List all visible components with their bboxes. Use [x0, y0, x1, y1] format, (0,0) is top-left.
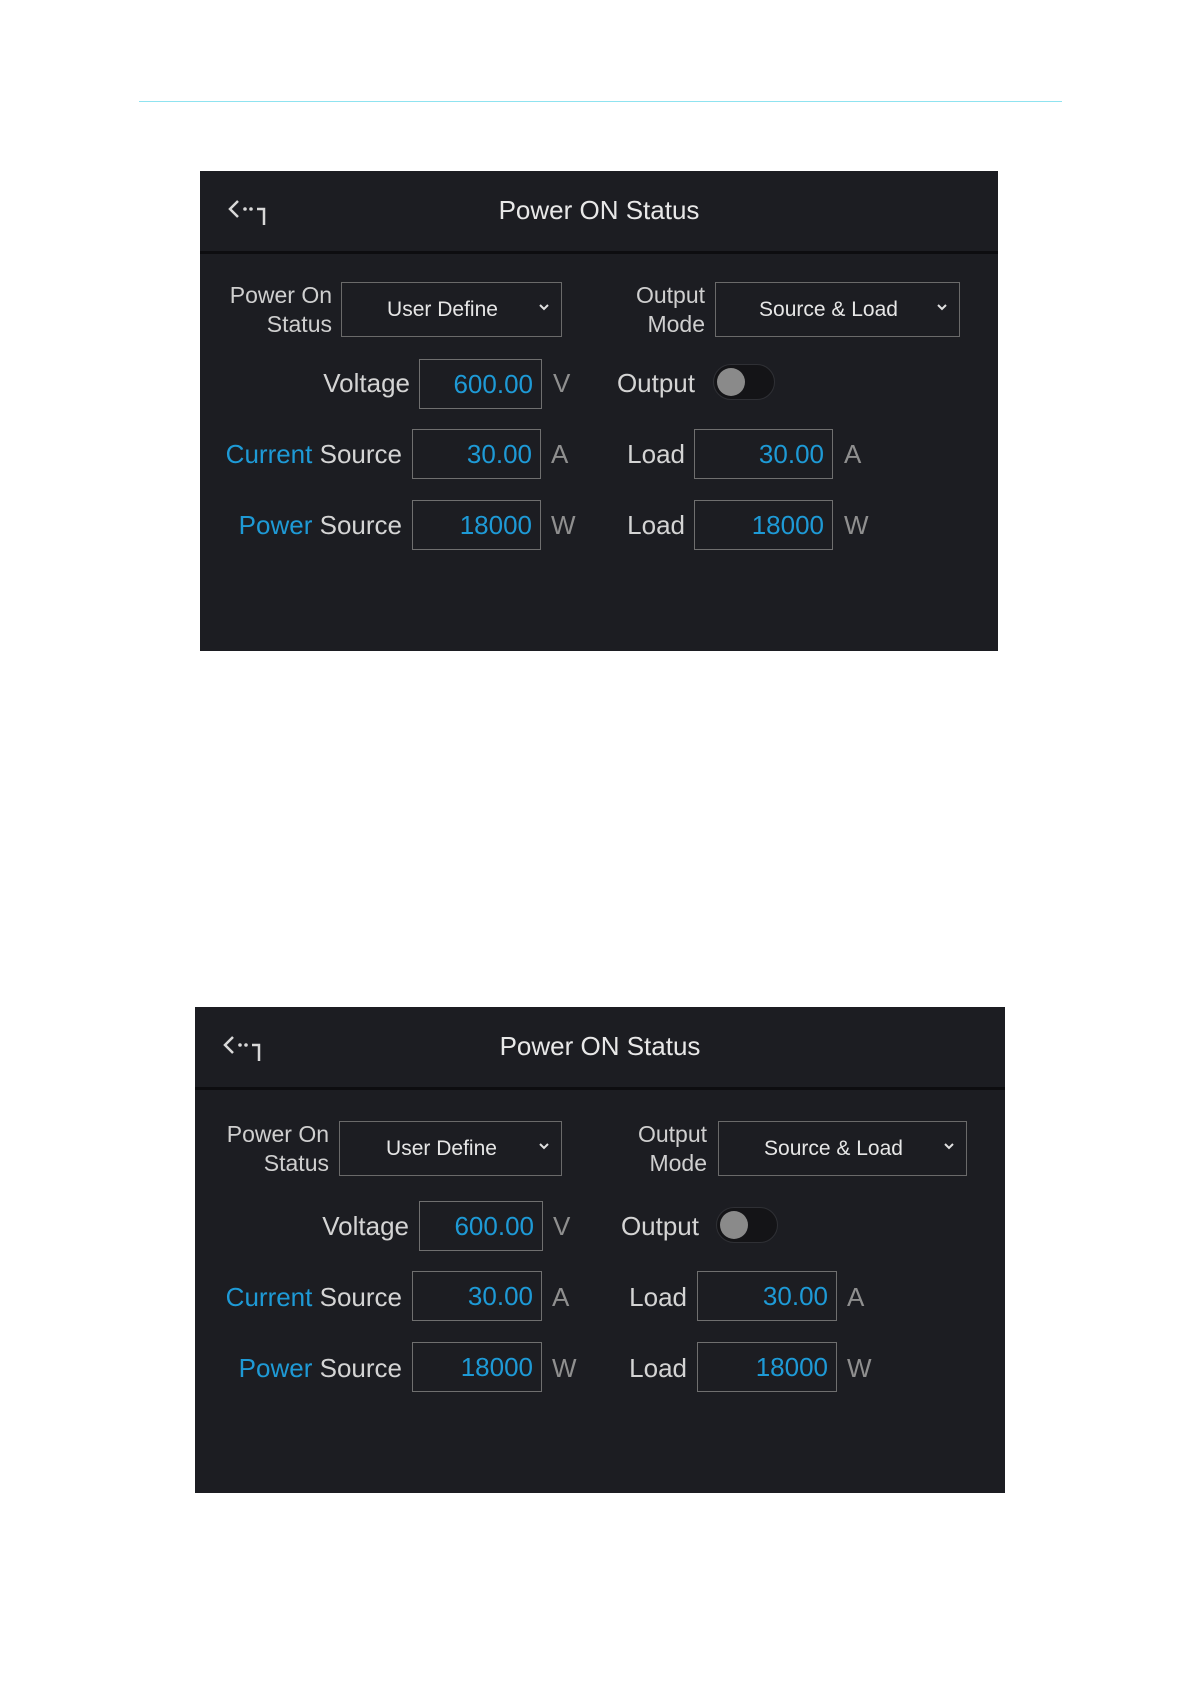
current-source-label: Current Source	[225, 1282, 402, 1312]
output-mode-label: Output Mode	[637, 1121, 707, 1176]
chevron-down-icon	[537, 300, 551, 314]
page-title: Power ON Status	[499, 1031, 701, 1061]
output-toggle[interactable]	[716, 1207, 778, 1243]
toggle-knob	[720, 1211, 748, 1239]
power-load-input[interactable]: 18000	[697, 1342, 837, 1392]
current-source-unit: A	[552, 1282, 570, 1312]
power-load-unit: W	[847, 1353, 872, 1383]
current-load-label: Load	[627, 439, 685, 469]
output-label: Output	[616, 368, 695, 398]
current-load-label: Load	[629, 1282, 687, 1312]
power-on-status-select[interactable]: User Define	[339, 1121, 562, 1176]
current-source-input[interactable]: 30.00	[412, 429, 541, 479]
voltage-label: Voltage	[323, 368, 410, 398]
voltage-unit: V	[553, 368, 571, 398]
voltage-input[interactable]: 600.00	[419, 1201, 543, 1251]
power-source-input[interactable]: 18000	[412, 1342, 542, 1392]
output-toggle[interactable]	[713, 364, 775, 400]
power-on-status-label: Power On Status	[226, 1121, 329, 1176]
power-source-label: Power Source	[238, 1353, 402, 1383]
power-source-unit: W	[552, 1353, 577, 1383]
power-source-input[interactable]: 18000	[412, 500, 541, 550]
current-source-label: Current Source	[225, 439, 402, 469]
power-on-status-label: Power On Status	[229, 282, 332, 337]
power-load-unit: W	[844, 510, 869, 540]
power-load-label: Load	[627, 510, 685, 540]
current-load-unit: A	[847, 1282, 865, 1312]
current-load-input[interactable]: 30.00	[694, 429, 833, 479]
voltage-unit: V	[553, 1211, 571, 1241]
current-source-unit: A	[551, 439, 569, 469]
toggle-knob	[717, 368, 745, 396]
output-mode-label: Output Mode	[635, 282, 705, 337]
current-source-input[interactable]: 30.00	[412, 1271, 542, 1321]
chevron-down-icon	[935, 300, 949, 314]
power-load-input[interactable]: 18000	[694, 500, 833, 550]
output-mode-select[interactable]: Source & Load	[715, 282, 960, 337]
voltage-label: Voltage	[322, 1211, 409, 1241]
voltage-input[interactable]: 600.00	[419, 359, 542, 409]
current-load-unit: A	[844, 439, 862, 469]
output-mode-select[interactable]: Source & Load	[718, 1121, 967, 1176]
title-bar	[195, 1007, 1005, 1090]
power-on-status-screen	[200, 171, 998, 651]
power-on-status-screen	[195, 1007, 1005, 1493]
title-bar	[200, 171, 998, 254]
output-label: Output	[620, 1211, 699, 1241]
power-source-label: Power Source	[238, 510, 402, 540]
chevron-down-icon	[942, 1139, 956, 1153]
chevron-down-icon	[537, 1139, 551, 1153]
current-load-input[interactable]: 30.00	[697, 1271, 837, 1321]
power-load-label: Load	[629, 1353, 687, 1383]
power-source-unit: W	[551, 510, 576, 540]
page-title: Power ON Status	[498, 195, 700, 225]
page-header-rule	[139, 101, 1062, 102]
power-on-status-select[interactable]: User Define	[341, 282, 562, 337]
